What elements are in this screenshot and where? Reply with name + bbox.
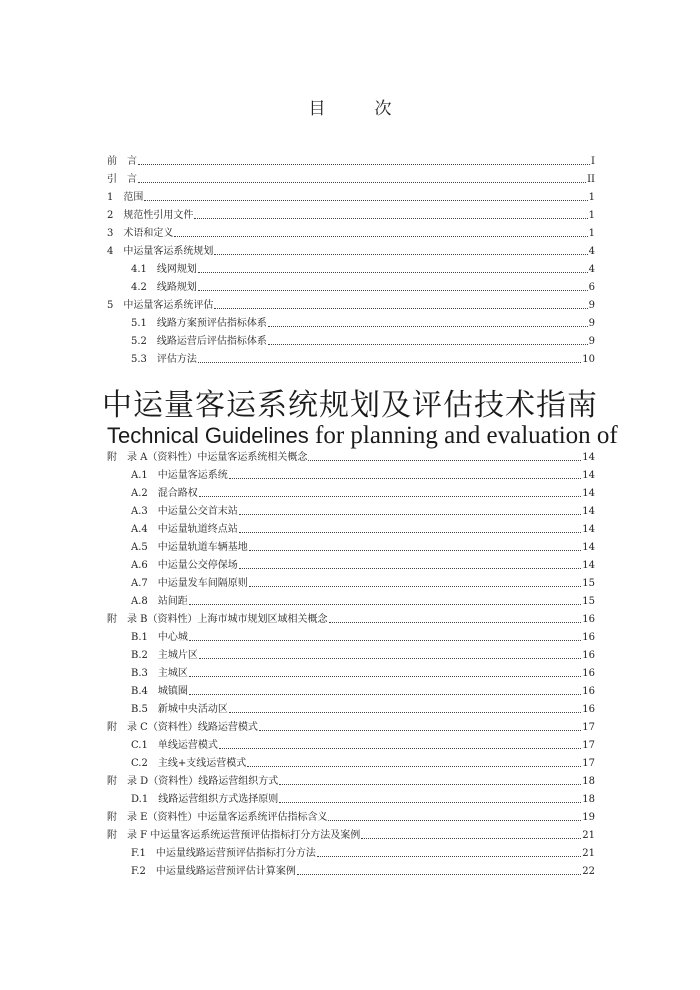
toc-entry-5[interactable]: 5 中运量客运系统评估 9 [107,300,595,311]
document-title-en-part1: Technical Guidelines [107,423,309,448]
toc-entry-5-1[interactable]: 5.1 线路方案预评估指标体系 9 [131,318,595,329]
toc-entry-b-4[interactable]: B.4 城镇圈 16 [131,686,595,697]
toc-entry-b-3[interactable]: B.3 主城区 16 [131,668,595,679]
toc-entry-b-2[interactable]: B.2 主城片区 16 [131,650,595,661]
toc-entry-a-6[interactable]: A.6 中运量公交停保场 14 [131,560,595,571]
toc-entry-foreword[interactable]: 前 言 I [107,156,595,167]
toc-entry-appendix-a[interactable]: 附 录 A（资料性）中运量客运系统相关概念 14 [107,452,595,463]
toc-entry-5-2[interactable]: 5.2 线路运营后评估指标体系 9 [131,336,595,347]
toc-entry-appendix-b[interactable]: 附 录 B（资料性）上海市城市规划区域相关概念 16 [107,614,595,625]
toc-entry-a-5[interactable]: A.5 中运量轨道车辆基地 14 [131,542,595,553]
document-title-en-part2: for planning and evaluation of [308,422,618,449]
toc-entry-f-2[interactable]: F.2 中运量线路运营预评估计算案例 22 [131,866,595,877]
toc-entry-3[interactable]: 3 术语和定义 1 [107,228,595,239]
toc-entry-a-4[interactable]: A.4 中运量轨道终点站 14 [131,524,595,535]
toc-entry-introduction[interactable]: 引 言 II [107,174,595,185]
toc-entry-2[interactable]: 2 规范性引用文件 1 [107,210,595,221]
toc-entry-5-3[interactable]: 5.3 评估方法 10 [131,354,595,365]
toc-entry-a-2[interactable]: A.2 混合路权 14 [131,488,595,499]
toc-entry-b-5[interactable]: B.5 新城中央活动区 16 [131,704,595,715]
toc-entry-1[interactable]: 1 范围 1 [107,192,595,203]
toc-entry-appendix-c[interactable]: 附 录 C（资料性）线路运营模式 17 [107,722,595,733]
toc-entry-a-1[interactable]: A.1 中运量客运系统 14 [131,470,595,481]
toc-entry-4-2[interactable]: 4.2 线路规划 6 [131,282,595,293]
toc-entry-4[interactable]: 4 中运量客运系统规划 4 [107,246,595,257]
toc-entry-a-3[interactable]: A.3 中运量公交首末站 14 [131,506,595,517]
toc-entry-a-8[interactable]: A.8 站间距 15 [131,596,595,607]
toc-entry-b-1[interactable]: B.1 中心城 16 [131,632,595,643]
toc-entry-f-1[interactable]: F.1 中运量线路运营预评估指标打分方法 21 [131,848,595,859]
toc-entry-4-1[interactable]: 4.1 线网规划 4 [131,264,595,275]
toc-entry-c-1[interactable]: C.1 单线运营模式 17 [131,740,595,751]
document-title-cn: 中运量客运系统规划及评估技术指南 [102,388,598,423]
toc-entry-appendix-d[interactable]: 附 录 D（资料性）线路运营组织方式 18 [107,776,595,787]
toc-title: 目 次 [308,99,408,119]
toc-entry-appendix-e[interactable]: 附 录 E（资料性）中运量客运系统评估指标含义 19 [107,812,595,823]
toc-entry-a-7[interactable]: A.7 中运量发车间隔原则 15 [131,578,595,589]
toc-entry-c-2[interactable]: C.2 主线+支线运营模式 17 [131,758,595,769]
toc-entry-d-1[interactable]: D.1 线路运营组织方式选择原则 18 [131,794,595,805]
toc-entry-appendix-f[interactable]: 附 录 F 中运量客运系统运营预评估指标打分方法及案例 21 [107,830,595,841]
document-title-en [107,422,618,450]
